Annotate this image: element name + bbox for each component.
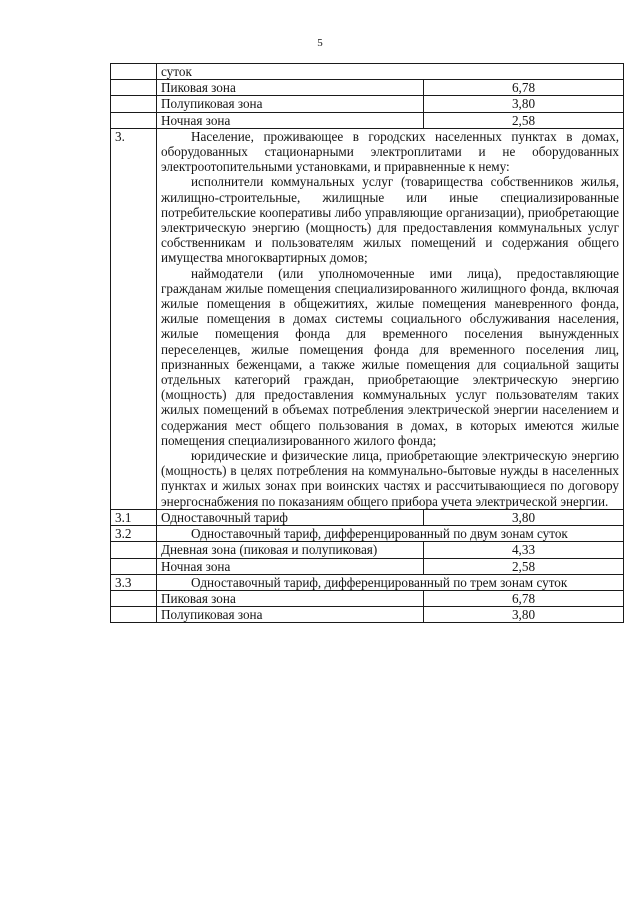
row-number <box>111 558 157 574</box>
row-number: 3.1 <box>111 509 157 525</box>
table-row <box>111 590 624 606</box>
row-number <box>111 80 157 96</box>
table-row <box>111 558 624 574</box>
table-row <box>111 96 624 112</box>
consumer-category-paragraph: юридические и физические лица, приобретающие электрическую энергию (мощность) в целях потребления на коммунально-бытовые нужды в населенных пунктах и жилых зонах при воинских частях и рассчитывающиеся по договору энергоснабжения по показаниям общего прибора учета электрической энергии. <box>161 448 619 509</box>
tariff-value: 3,80 <box>424 509 624 525</box>
tariff-label: Одноставочный тариф, дифференцированный по трем зонам суток <box>157 574 624 590</box>
zone-label: Пиковая зона <box>157 80 424 96</box>
row-number <box>111 542 157 558</box>
zone-label: Полупиковая зона <box>157 96 424 112</box>
tariff-table <box>110 63 624 623</box>
zone-label: Пиковая зона <box>157 590 424 606</box>
table-row <box>111 542 624 558</box>
table-row <box>111 574 624 590</box>
tariff-value: 6,78 <box>424 80 624 96</box>
table-row <box>111 607 624 623</box>
row-number: 3.3 <box>111 574 157 590</box>
tariff-value: 2,58 <box>424 112 624 128</box>
zone-label: Дневная зона (пиковая и полупиковая) <box>157 542 424 558</box>
row-number: 3. <box>111 128 157 509</box>
page-number: 5 <box>317 37 323 49</box>
section-intro: Население, проживающее в городских населенных пунктах в домах, оборудованных стационарными электроплитами и не оборудованных электроотопительными установками, и приравненные к нему: <box>161 128 619 175</box>
tariff-value: 4,33 <box>424 542 624 558</box>
consumer-category-paragraph: наймодатели (или уполномоченные ими лица), предоставляющие гражданам жилые помещения специализированного жилищного фонда, включая жилые помещения в общежитиях, жилые помещения маневренного фонда, жилые помещения в домах системы социального обслуживания населения, жилые помещения фонда для временного поселения вынужденных переселенцев, жилые помещения фонда для временного поселения лиц, признанных беженцами, а также жилые помещения для социальной защиты отдельных категорий граждан, приобретающие электрическую энергию (мощность) для предоставления коммунальных услуг пользователям таких жилых помещений в объемах потребления электрической энергии населением и содержания мест общего пользования в домах, в которых имеются жилые помещения специализированного жилого фонда; <box>161 265 619 448</box>
table-row <box>111 80 624 96</box>
table-row <box>111 112 624 128</box>
tariff-value: 3,80 <box>424 607 624 623</box>
table-row <box>111 509 624 525</box>
tariff-value: 6,78 <box>424 590 624 606</box>
tariff-value: 2,58 <box>424 558 624 574</box>
tariff-value: 3,80 <box>424 96 624 112</box>
row-number <box>111 112 157 128</box>
row-number <box>111 96 157 112</box>
zone-label: Ночная зона <box>157 558 424 574</box>
row-number <box>111 64 157 80</box>
table-row <box>111 128 624 509</box>
table-row <box>111 526 624 542</box>
tariff-label: Одноставочный тариф, дифференцированный по двум зонам суток <box>157 526 624 542</box>
table-row <box>111 64 624 80</box>
row-number <box>111 607 157 623</box>
zone-label: Полупиковая зона <box>157 607 424 623</box>
zone-label: Ночная зона <box>157 112 424 128</box>
row-number <box>111 590 157 606</box>
tariff-label: Одноставочный тариф <box>157 509 424 525</box>
row-number: 3.2 <box>111 526 157 542</box>
consumer-category-paragraph: исполнители коммунальных услуг (товарищества собственников жилья, жилищно-строительные, жилищные или иные специализированные потребительские кооперативы либо управляющие организации), приобретающие электрическую энергию (мощность) для предоставления коммунальных услуг собственникам и пользователям жилых помещений и содержания общего имущества многоквартирных домов; <box>161 174 619 266</box>
section-description <box>157 128 624 509</box>
row-continuation-label: суток <box>157 64 624 80</box>
